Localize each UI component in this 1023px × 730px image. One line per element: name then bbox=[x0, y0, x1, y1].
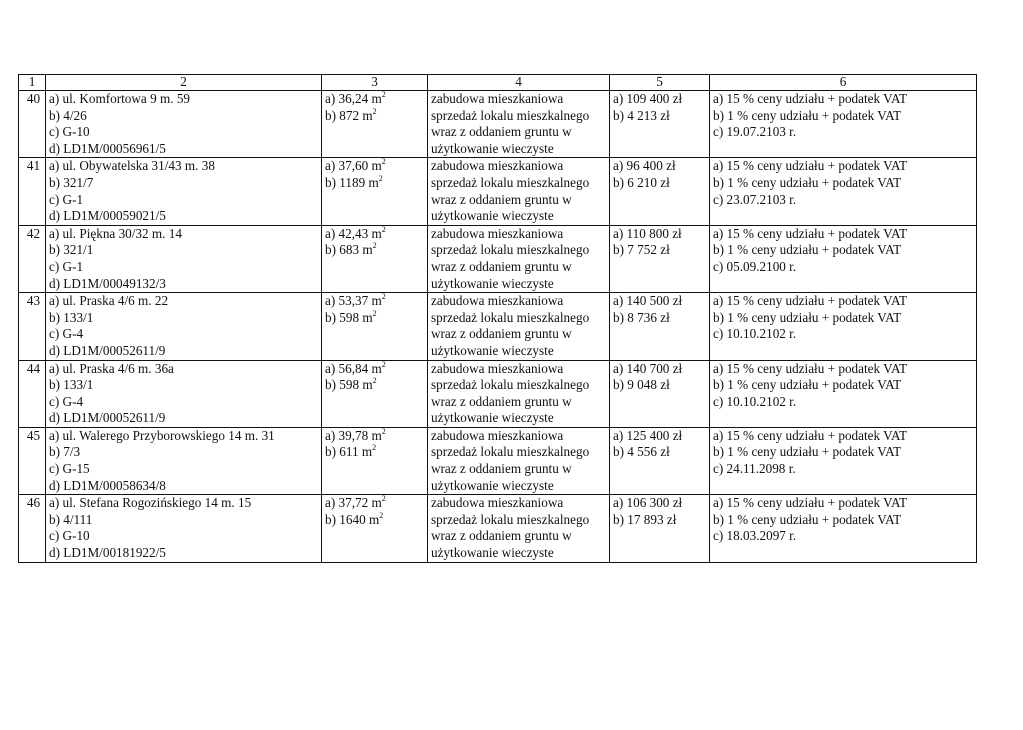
purpose-line-text: wraz z oddaniem gruntu w bbox=[431, 191, 572, 207]
property-line bbox=[49, 377, 321, 394]
square-meter-superscript: 2 bbox=[372, 106, 377, 116]
area-line-text: b) 683 m bbox=[325, 242, 373, 258]
price-cell bbox=[610, 293, 710, 360]
property-line-text: d) LD1M/00056961/5 bbox=[49, 140, 166, 156]
purpose-line-text: wraz z oddaniem gruntu w bbox=[431, 326, 572, 342]
fee-terms-cell bbox=[710, 427, 977, 494]
purpose-line-text: użytkowanie wieczyste bbox=[431, 477, 554, 493]
property-line bbox=[49, 495, 321, 512]
property-description-cell bbox=[46, 495, 322, 562]
price-line-text: a) 125 400 zł bbox=[613, 427, 683, 443]
fee-line bbox=[713, 326, 976, 343]
price-line-text: b) 17 893 zł bbox=[613, 511, 677, 527]
purpose-line bbox=[431, 158, 609, 175]
header-col-6: 6 bbox=[710, 75, 977, 91]
area-cell bbox=[322, 225, 428, 292]
fee-line-text: a) 15 % ceny udziału + podatek VAT bbox=[713, 427, 908, 443]
purpose-line bbox=[431, 495, 609, 512]
purpose-line bbox=[431, 478, 609, 495]
area-line-text: a) 53,37 m bbox=[325, 293, 382, 309]
fee-terms-cell bbox=[710, 158, 977, 225]
purpose-cell bbox=[428, 293, 610, 360]
purpose-cell bbox=[428, 495, 610, 562]
area-line bbox=[325, 444, 427, 461]
row-number: 42 bbox=[19, 225, 46, 292]
price-line bbox=[613, 512, 709, 529]
area-line-text: b) 1189 m bbox=[325, 174, 379, 190]
property-description-cell bbox=[46, 293, 322, 360]
purpose-line-text: sprzedaż lokalu mieszkalnego bbox=[431, 309, 590, 325]
purpose-line-text: użytkowanie wieczyste bbox=[431, 275, 554, 291]
property-line-text: d) LD1M/00049132/3 bbox=[49, 275, 166, 291]
area-line-text: a) 42,43 m bbox=[325, 225, 382, 241]
purpose-line bbox=[431, 310, 609, 327]
purpose-line bbox=[431, 242, 609, 259]
property-line bbox=[49, 158, 321, 175]
property-line bbox=[49, 428, 321, 445]
table-row bbox=[19, 158, 977, 225]
price-cell bbox=[610, 225, 710, 292]
property-line bbox=[49, 343, 321, 360]
area-cell bbox=[322, 427, 428, 494]
property-line-text: b) 133/1 bbox=[49, 309, 94, 325]
property-line-text: b) 133/1 bbox=[49, 377, 94, 393]
fee-line bbox=[713, 91, 976, 108]
area-line bbox=[325, 512, 427, 529]
fee-line bbox=[713, 175, 976, 192]
purpose-cell bbox=[428, 225, 610, 292]
area-line bbox=[325, 361, 427, 378]
fee-line-text: b) 1 % ceny udziału + podatek VAT bbox=[713, 309, 902, 325]
property-line-text: b) 7/3 bbox=[49, 444, 81, 460]
square-meter-superscript: 2 bbox=[381, 494, 386, 504]
property-line-text: a) ul. Stefana Rogozińskiego 14 m. 15 bbox=[49, 495, 252, 511]
area-line-text: b) 598 m bbox=[325, 377, 373, 393]
header-col-1: 1 bbox=[19, 75, 46, 91]
price-cell bbox=[610, 360, 710, 427]
purpose-line bbox=[431, 343, 609, 360]
fee-line bbox=[713, 226, 976, 243]
fee-line-text: a) 15 % ceny udziału + podatek VAT bbox=[713, 91, 908, 106]
fee-line bbox=[713, 124, 976, 141]
property-description-cell bbox=[46, 158, 322, 225]
price-line-text: b) 8 736 zł bbox=[613, 309, 670, 325]
area-line-text: a) 39,78 m bbox=[325, 427, 382, 443]
area-line bbox=[325, 108, 427, 125]
header-col-5: 5 bbox=[610, 75, 710, 91]
purpose-line bbox=[431, 124, 609, 141]
purpose-line bbox=[431, 512, 609, 529]
purpose-line-text: sprzedaż lokalu mieszkalnego bbox=[431, 174, 590, 190]
property-line-text: c) G-1 bbox=[49, 191, 84, 207]
table-row bbox=[19, 225, 977, 292]
fee-line-text: a) 15 % ceny udziału + podatek VAT bbox=[713, 293, 908, 309]
property-line-text: d) LD1M/00052611/9 bbox=[49, 342, 166, 358]
square-meter-superscript: 2 bbox=[381, 90, 386, 99]
property-line-text: a) ul. Praska 4/6 m. 36a bbox=[49, 360, 174, 376]
purpose-line-text: sprzedaż lokalu mieszkalnego bbox=[431, 511, 590, 527]
table-row bbox=[19, 427, 977, 494]
purpose-line bbox=[431, 545, 609, 562]
property-line bbox=[49, 276, 321, 293]
purpose-line-text: użytkowanie wieczyste bbox=[431, 342, 554, 358]
purpose-cell bbox=[428, 360, 610, 427]
purpose-line-text: zabudowa mieszkaniowa bbox=[431, 91, 564, 106]
purpose-line-text: użytkowanie wieczyste bbox=[431, 545, 554, 561]
purpose-line-text: sprzedaż lokalu mieszkalnego bbox=[431, 377, 590, 393]
row-number: 43 bbox=[19, 293, 46, 360]
purpose-line bbox=[431, 226, 609, 243]
area-line bbox=[325, 428, 427, 445]
area-line-text: b) 598 m bbox=[325, 309, 373, 325]
row-number: 44 bbox=[19, 360, 46, 427]
fee-line-text: c) 05.09.2100 r. bbox=[713, 258, 797, 274]
fee-line bbox=[713, 293, 976, 310]
price-line bbox=[613, 293, 709, 310]
header-col-2: 2 bbox=[46, 75, 322, 91]
purpose-line bbox=[431, 394, 609, 411]
property-line bbox=[49, 528, 321, 545]
table-row bbox=[19, 91, 977, 158]
property-line bbox=[49, 293, 321, 310]
fee-terms-cell bbox=[710, 495, 977, 562]
square-meter-superscript: 2 bbox=[372, 443, 377, 453]
property-line bbox=[49, 175, 321, 192]
fee-line-text: c) 18.03.2097 r. bbox=[713, 528, 797, 544]
property-line-text: c) G-1 bbox=[49, 258, 84, 274]
purpose-line bbox=[431, 377, 609, 394]
price-line bbox=[613, 428, 709, 445]
property-line-text: a) ul. Praska 4/6 m. 22 bbox=[49, 293, 169, 309]
fee-line bbox=[713, 528, 976, 545]
purpose-line-text: sprzedaż lokalu mieszkalnego bbox=[431, 107, 590, 123]
area-line bbox=[325, 310, 427, 327]
price-cell bbox=[610, 427, 710, 494]
square-meter-superscript: 2 bbox=[372, 241, 377, 251]
price-line-text: b) 7 752 zł bbox=[613, 242, 670, 258]
price-line-text: b) 9 048 zł bbox=[613, 377, 670, 393]
price-line bbox=[613, 310, 709, 327]
area-cell bbox=[322, 293, 428, 360]
fee-line-text: c) 10.10.2102 r. bbox=[713, 393, 797, 409]
property-line bbox=[49, 478, 321, 495]
header-row bbox=[19, 75, 977, 91]
area-line-text: b) 872 m bbox=[325, 107, 373, 123]
purpose-line-text: zabudowa mieszkaniowa bbox=[431, 495, 564, 511]
property-description-cell bbox=[46, 91, 322, 158]
purpose-line-text: zabudowa mieszkaniowa bbox=[431, 158, 564, 174]
purpose-line bbox=[431, 108, 609, 125]
property-description-cell bbox=[46, 225, 322, 292]
property-line-text: d) LD1M/00181922/5 bbox=[49, 545, 166, 561]
area-cell bbox=[322, 360, 428, 427]
purpose-line-text: użytkowanie wieczyste bbox=[431, 208, 554, 224]
price-line bbox=[613, 377, 709, 394]
fee-line-text: c) 10.10.2102 r. bbox=[713, 326, 797, 342]
property-line bbox=[49, 444, 321, 461]
property-line bbox=[49, 124, 321, 141]
purpose-line bbox=[431, 276, 609, 293]
square-meter-superscript: 2 bbox=[372, 376, 377, 386]
price-line bbox=[613, 242, 709, 259]
purpose-line-text: wraz z oddaniem gruntu w bbox=[431, 393, 572, 409]
purpose-cell bbox=[428, 158, 610, 225]
purpose-line bbox=[431, 528, 609, 545]
fee-line-text: a) 15 % ceny udziału + podatek VAT bbox=[713, 158, 908, 174]
area-line bbox=[325, 158, 427, 175]
purpose-line bbox=[431, 175, 609, 192]
area-line bbox=[325, 175, 427, 192]
price-line bbox=[613, 91, 709, 108]
purpose-line bbox=[431, 428, 609, 445]
square-meter-superscript: 2 bbox=[378, 173, 383, 183]
purpose-line-text: wraz z oddaniem gruntu w bbox=[431, 528, 572, 544]
area-cell bbox=[322, 91, 428, 158]
property-line-text: c) G-15 bbox=[49, 461, 90, 477]
fee-terms-cell bbox=[710, 225, 977, 292]
area-line bbox=[325, 377, 427, 394]
price-line bbox=[613, 108, 709, 125]
property-line bbox=[49, 461, 321, 478]
area-line bbox=[325, 91, 427, 108]
purpose-line bbox=[431, 461, 609, 478]
area-line bbox=[325, 242, 427, 259]
fee-line bbox=[713, 242, 976, 259]
header-col-4: 4 bbox=[428, 75, 610, 91]
fee-terms-cell bbox=[710, 91, 977, 158]
property-line-text: c) G-4 bbox=[49, 326, 84, 342]
fee-line bbox=[713, 461, 976, 478]
property-description-cell bbox=[46, 427, 322, 494]
fee-terms-cell bbox=[710, 360, 977, 427]
price-line bbox=[613, 495, 709, 512]
fee-line bbox=[713, 259, 976, 276]
purpose-line-text: sprzedaż lokalu mieszkalnego bbox=[431, 444, 590, 460]
property-line-text: a) ul. Walerego Przyborowskiego 14 m. 31 bbox=[49, 427, 275, 443]
property-line bbox=[49, 108, 321, 125]
property-line bbox=[49, 410, 321, 427]
fee-terms-cell bbox=[710, 293, 977, 360]
area-line bbox=[325, 293, 427, 310]
price-line-text: a) 109 400 zł bbox=[613, 91, 683, 106]
fee-line bbox=[713, 192, 976, 209]
purpose-line-text: użytkowanie wieczyste bbox=[431, 410, 554, 426]
price-line bbox=[613, 175, 709, 192]
fee-line-text: b) 1 % ceny udziału + podatek VAT bbox=[713, 242, 902, 258]
purpose-line-text: zabudowa mieszkaniowa bbox=[431, 225, 564, 241]
property-line-text: d) LD1M/00052611/9 bbox=[49, 410, 166, 426]
purpose-line bbox=[431, 91, 609, 108]
fee-line bbox=[713, 158, 976, 175]
area-line-text: b) 611 m bbox=[325, 444, 373, 460]
fee-line-text: b) 1 % ceny udziału + podatek VAT bbox=[713, 174, 902, 190]
price-line-text: a) 96 400 zł bbox=[613, 158, 676, 174]
purpose-cell bbox=[428, 427, 610, 494]
price-line-text: a) 140 500 zł bbox=[613, 293, 683, 309]
fee-line-text: b) 1 % ceny udziału + podatek VAT bbox=[713, 107, 902, 123]
table-row bbox=[19, 293, 977, 360]
price-line-text: a) 110 800 zł bbox=[613, 225, 682, 241]
property-line bbox=[49, 361, 321, 378]
property-line-text: c) G-10 bbox=[49, 124, 90, 140]
area-cell bbox=[322, 158, 428, 225]
area-line-text: a) 56,84 m bbox=[325, 360, 382, 376]
property-line-text: d) LD1M/00058634/8 bbox=[49, 477, 166, 493]
square-meter-superscript: 2 bbox=[372, 308, 377, 318]
property-line-text: b) 321/1 bbox=[49, 242, 94, 258]
property-line-text: a) ul. Komfortowa 9 m. 59 bbox=[49, 91, 191, 106]
area-line bbox=[325, 226, 427, 243]
property-description-cell bbox=[46, 360, 322, 427]
fee-line-text: b) 1 % ceny udziału + podatek VAT bbox=[713, 377, 902, 393]
row-number: 46 bbox=[19, 495, 46, 562]
property-line bbox=[49, 91, 321, 108]
price-cell bbox=[610, 495, 710, 562]
square-meter-superscript: 2 bbox=[379, 510, 384, 520]
property-line-text: a) ul. Obywatelska 31/43 m. 38 bbox=[49, 158, 215, 174]
fee-line bbox=[713, 377, 976, 394]
property-line bbox=[49, 512, 321, 529]
purpose-line bbox=[431, 444, 609, 461]
area-line-text: a) 37,72 m bbox=[325, 495, 382, 511]
fee-line bbox=[713, 444, 976, 461]
fee-line bbox=[713, 310, 976, 327]
price-line-text: a) 106 300 zł bbox=[613, 495, 683, 511]
property-line-text: c) G-4 bbox=[49, 393, 84, 409]
row-number: 41 bbox=[19, 158, 46, 225]
purpose-line bbox=[431, 208, 609, 225]
price-line-text: a) 140 700 zł bbox=[613, 360, 683, 376]
purpose-line bbox=[431, 141, 609, 158]
property-line bbox=[49, 310, 321, 327]
fee-line-text: c) 19.07.2103 r. bbox=[713, 124, 797, 140]
purpose-line-text: zabudowa mieszkaniowa bbox=[431, 293, 564, 309]
row-number: 45 bbox=[19, 427, 46, 494]
price-cell bbox=[610, 91, 710, 158]
purpose-line bbox=[431, 326, 609, 343]
area-line-text: b) 1640 m bbox=[325, 511, 380, 527]
purpose-line-text: wraz z oddaniem gruntu w bbox=[431, 461, 572, 477]
row-number: 40 bbox=[19, 91, 46, 158]
property-line bbox=[49, 545, 321, 562]
purpose-line-text: sprzedaż lokalu mieszkalnego bbox=[431, 242, 590, 258]
square-meter-superscript: 2 bbox=[381, 225, 386, 234]
fee-line-text: a) 15 % ceny udziału + podatek VAT bbox=[713, 495, 908, 511]
table-row bbox=[19, 360, 977, 427]
fee-line bbox=[713, 495, 976, 512]
area-line bbox=[325, 495, 427, 512]
property-line-text: c) G-10 bbox=[49, 528, 90, 544]
header-col-3: 3 bbox=[322, 75, 428, 91]
property-line bbox=[49, 226, 321, 243]
fee-line-text: a) 15 % ceny udziału + podatek VAT bbox=[713, 360, 908, 376]
fee-line-text: c) 23.07.2103 r. bbox=[713, 191, 797, 207]
property-line-text: b) 4/111 bbox=[49, 511, 93, 527]
price-line bbox=[613, 226, 709, 243]
fee-line-text: a) 15 % ceny udziału + podatek VAT bbox=[713, 225, 908, 241]
price-line-text: b) 4 213 zł bbox=[613, 107, 670, 123]
square-meter-superscript: 2 bbox=[381, 157, 386, 167]
property-line-text: d) LD1M/00059021/5 bbox=[49, 208, 166, 224]
price-cell bbox=[610, 158, 710, 225]
purpose-line-text: zabudowa mieszkaniowa bbox=[431, 427, 564, 443]
table-row bbox=[19, 495, 977, 562]
square-meter-superscript: 2 bbox=[381, 360, 386, 369]
property-line-text: b) 321/7 bbox=[49, 174, 94, 190]
fee-line bbox=[713, 512, 976, 529]
price-line-text: b) 6 210 zł bbox=[613, 174, 670, 190]
property-line-text: a) ul. Piękna 30/32 m. 14 bbox=[49, 225, 182, 241]
fee-line bbox=[713, 361, 976, 378]
purpose-line bbox=[431, 361, 609, 378]
area-line-text: a) 36,24 m bbox=[325, 91, 382, 106]
price-line bbox=[613, 444, 709, 461]
fee-line-text: b) 1 % ceny udziału + podatek VAT bbox=[713, 444, 902, 460]
property-line-text: b) 4/26 bbox=[49, 107, 87, 123]
price-line bbox=[613, 361, 709, 378]
purpose-line bbox=[431, 259, 609, 276]
purpose-cell bbox=[428, 91, 610, 158]
fee-line bbox=[713, 108, 976, 125]
fee-line bbox=[713, 394, 976, 411]
property-line bbox=[49, 208, 321, 225]
price-line-text: b) 4 556 zł bbox=[613, 444, 670, 460]
property-line bbox=[49, 326, 321, 343]
square-meter-superscript: 2 bbox=[381, 292, 386, 302]
fee-line bbox=[713, 428, 976, 445]
property-line bbox=[49, 192, 321, 209]
property-line bbox=[49, 141, 321, 158]
purpose-line-text: użytkowanie wieczyste bbox=[431, 140, 554, 156]
purpose-line bbox=[431, 293, 609, 310]
price-line bbox=[613, 158, 709, 175]
fee-line-text: b) 1 % ceny udziału + podatek VAT bbox=[713, 511, 902, 527]
purpose-line-text: zabudowa mieszkaniowa bbox=[431, 360, 564, 376]
purpose-line-text: wraz z oddaniem gruntu w bbox=[431, 124, 572, 140]
fee-line-text: c) 24.11.2098 r. bbox=[713, 461, 796, 477]
square-meter-superscript: 2 bbox=[381, 427, 386, 436]
purpose-line bbox=[431, 410, 609, 427]
property-line bbox=[49, 242, 321, 259]
area-line-text: a) 37,60 m bbox=[325, 158, 382, 174]
property-line bbox=[49, 259, 321, 276]
purpose-line bbox=[431, 192, 609, 209]
purpose-line-text: wraz z oddaniem gruntu w bbox=[431, 258, 572, 274]
property-line bbox=[49, 394, 321, 411]
property-table bbox=[18, 74, 977, 563]
area-cell bbox=[322, 495, 428, 562]
